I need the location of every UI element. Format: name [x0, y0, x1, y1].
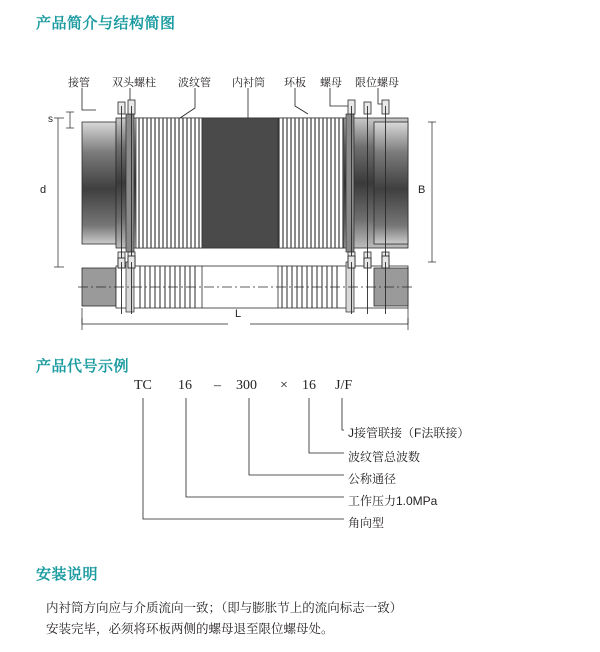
callout-label-1: 双头螺柱	[112, 77, 156, 89]
code-desc-pressure: 工作压力1.0MPa	[348, 494, 438, 508]
callout-label-0: 接管	[68, 77, 90, 89]
diagram-svg	[30, 62, 570, 337]
code-desc-waves: 波纹管总波数	[348, 450, 421, 464]
code-desc-angular: 角向型	[348, 516, 385, 530]
page-title-code-example: 产品代号示例	[36, 358, 130, 375]
dimension-label-L: L	[235, 308, 242, 320]
code-token-waves: 16	[302, 378, 316, 393]
code-token-connection: J/F	[335, 378, 353, 393]
callout-label-4: 环板	[284, 77, 306, 89]
dimension-label-B: B	[418, 184, 426, 196]
dimension-label-d: d	[40, 184, 47, 196]
page-title-product-intro: 产品简介与结构简图	[36, 15, 176, 32]
callout-label-2: 波纹管	[178, 77, 211, 89]
code-token-dash: –	[214, 378, 221, 393]
page-title-install: 安装说明	[36, 566, 99, 583]
code-token-series: TC	[134, 378, 152, 393]
install-notes	[46, 598, 566, 640]
code-token-diameter: 300	[236, 378, 257, 393]
code-leader-lines	[30, 378, 570, 543]
install-note-2: 安装完毕，必须将环板两侧的螺母退至限位螺母处。	[46, 622, 334, 636]
code-token-multiply: ×	[280, 378, 288, 393]
code-desc-diameter: 公称通径	[348, 472, 397, 486]
code-token-angular: 16	[178, 378, 192, 393]
install-note-1: 内衬筒方向应与介质流向一致；（即与膨胀节上的流向标志一致）	[46, 601, 403, 615]
code-desc-connection: J接管联接（F法联接）	[348, 426, 470, 440]
callout-label-6: 限位螺母	[355, 77, 399, 89]
callout-label-5: 螺母	[320, 77, 342, 89]
structure-diagram	[30, 62, 570, 337]
callout-label-3: 内衬筒	[232, 77, 265, 89]
product-code-breakdown	[30, 378, 570, 543]
dimension-label-s: s	[48, 114, 53, 125]
